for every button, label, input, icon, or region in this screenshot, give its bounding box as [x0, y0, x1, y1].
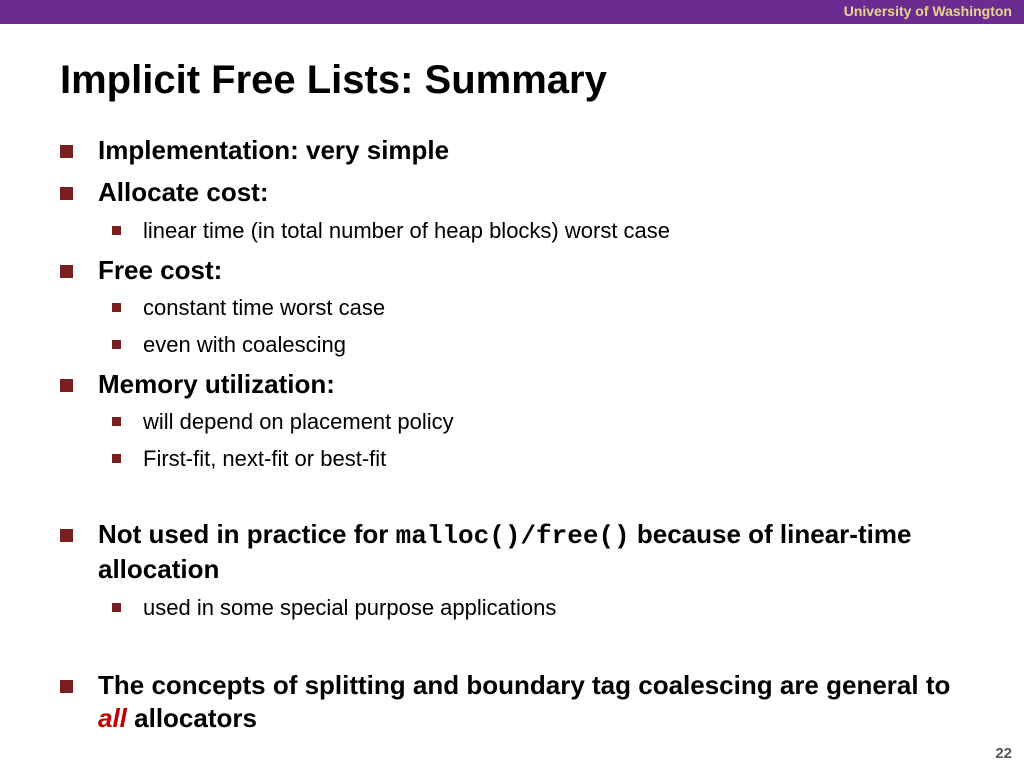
sub-bullet-text: constant time worst case — [143, 295, 386, 320]
code-malloc-free: malloc()/free() — [395, 521, 630, 551]
sub-bullet-text: First-fit, next-fit or best-fit — [143, 446, 387, 471]
bullet-text: Implementation: very simple — [98, 135, 450, 165]
sub-bullet-coalescing — [112, 331, 972, 359]
square-bullet-icon — [112, 603, 121, 612]
slide-title: Implicit Free Lists: Summary — [60, 58, 607, 102]
bullet-text-part: The concepts of splitting and boundary tag coalescing are general to — [98, 670, 951, 700]
sub-bullet-linear-time — [112, 217, 972, 245]
square-bullet-icon — [60, 265, 73, 278]
sub-bullet-placement-policy — [112, 408, 972, 436]
square-bullet-icon — [112, 303, 121, 312]
square-bullet-icon — [60, 187, 73, 200]
square-bullet-icon — [112, 454, 121, 463]
header-bar — [0, 0, 1024, 24]
square-bullet-icon — [60, 379, 73, 392]
sub-bullet-constant-time — [112, 294, 972, 322]
bullet-implementation — [60, 134, 960, 167]
bullet-text: Memory utilization: — [98, 369, 335, 399]
emphasis-all: all — [98, 703, 127, 733]
bullet-text — [98, 669, 960, 735]
bullet-text — [98, 518, 960, 586]
sub-bullet-text: linear time (in total number of heap blocks) worst case — [143, 218, 671, 243]
bullet-concepts-general — [60, 669, 960, 735]
sub-bullet-fit-policies — [112, 445, 972, 473]
bullet-text: Free cost: — [98, 255, 223, 285]
square-bullet-icon — [60, 145, 73, 158]
page-number: 22 — [995, 745, 1012, 762]
sub-bullet-text: will depend on placement policy — [143, 409, 454, 434]
square-bullet-icon — [112, 417, 121, 426]
bullet-not-used-in-practice — [60, 518, 960, 586]
sub-bullet-text: used in some special purpose applications — [143, 595, 557, 620]
square-bullet-icon — [112, 340, 121, 349]
bullet-memory-utilization — [60, 368, 960, 401]
square-bullet-icon — [60, 529, 73, 542]
sub-bullet-special-purpose — [112, 594, 972, 622]
bullet-text-part: Not used in practice for — [98, 519, 396, 549]
square-bullet-icon — [60, 680, 73, 693]
sub-bullet-text: even with coalescing — [143, 332, 347, 357]
bullet-text-part: because of linear-time allocation — [98, 519, 912, 584]
square-bullet-icon — [112, 226, 121, 235]
university-label: University of Washington — [843, 3, 1012, 19]
bullet-text: Allocate cost: — [98, 177, 269, 207]
bullet-allocate-cost — [60, 176, 960, 209]
bullet-free-cost — [60, 254, 960, 287]
bullet-text-part: allocators — [126, 703, 257, 733]
